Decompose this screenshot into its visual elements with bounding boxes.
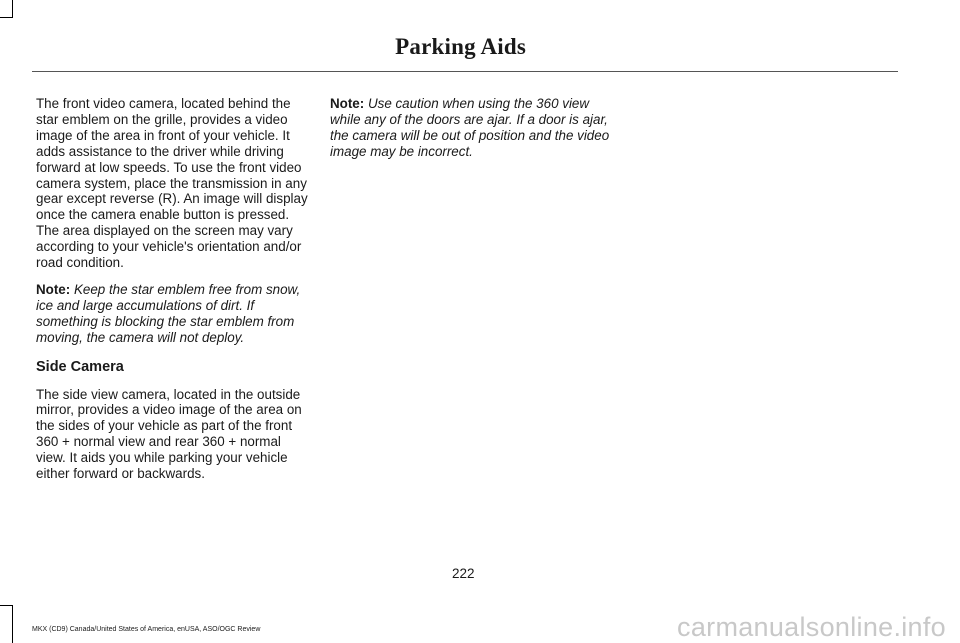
front-camera-paragraph: The front video camera, located behind the star emblem on the grille, provides a video image of the area in front of your vehicle. It adds assistance to the driver while driving forward at low speeds. To use the front video camera system, place the transmission in any gear except reverse (R). An image will display once the camera enable button is pressed. The area displayed on the screen may vary according to your vehicle's orientation and/or road condition. — [36, 96, 308, 271]
note-label: Note: — [36, 281, 71, 297]
side-camera-paragraph: The side view camera, located in the outside mirror, provides a video image of the area on the sides of your vehicle as part of the front 360 + normal view and rear 360 + normal view. It aids you while parking your vehicle either forward or backwards. — [36, 386, 302, 482]
right-column — [330, 96, 610, 171]
document-info: MKX (CD9) Canada/United States of America, enUSA, ASO/OGC Review — [32, 626, 261, 633]
note-360-view — [330, 96, 610, 160]
note-text: Keep the star emblem free from snow, ice and large accumulations of dirt. If something is blocking the star emblem from moving, the camera will not deploy. — [36, 281, 301, 345]
crop-mark — [0, 605, 13, 606]
header-divider — [32, 71, 898, 72]
crop-mark — [12, 605, 13, 643]
crop-mark — [12, 0, 13, 18]
left-column — [36, 96, 308, 493]
watermark: carmanualsonline.info — [677, 612, 946, 642]
page-title: Parking Aids — [395, 34, 526, 59]
note-text: Use caution when using the 360 view while any of the doors are ajar. If a door is ajar, the camera will be out of position and the video image may be incorrect. — [330, 96, 610, 159]
crop-mark — [0, 17, 13, 18]
section-heading-side-camera: Side Camera — [36, 358, 124, 375]
page-number: 222 — [452, 566, 475, 581]
note-star-emblem — [36, 282, 308, 346]
note-label: Note: — [330, 96, 365, 111]
